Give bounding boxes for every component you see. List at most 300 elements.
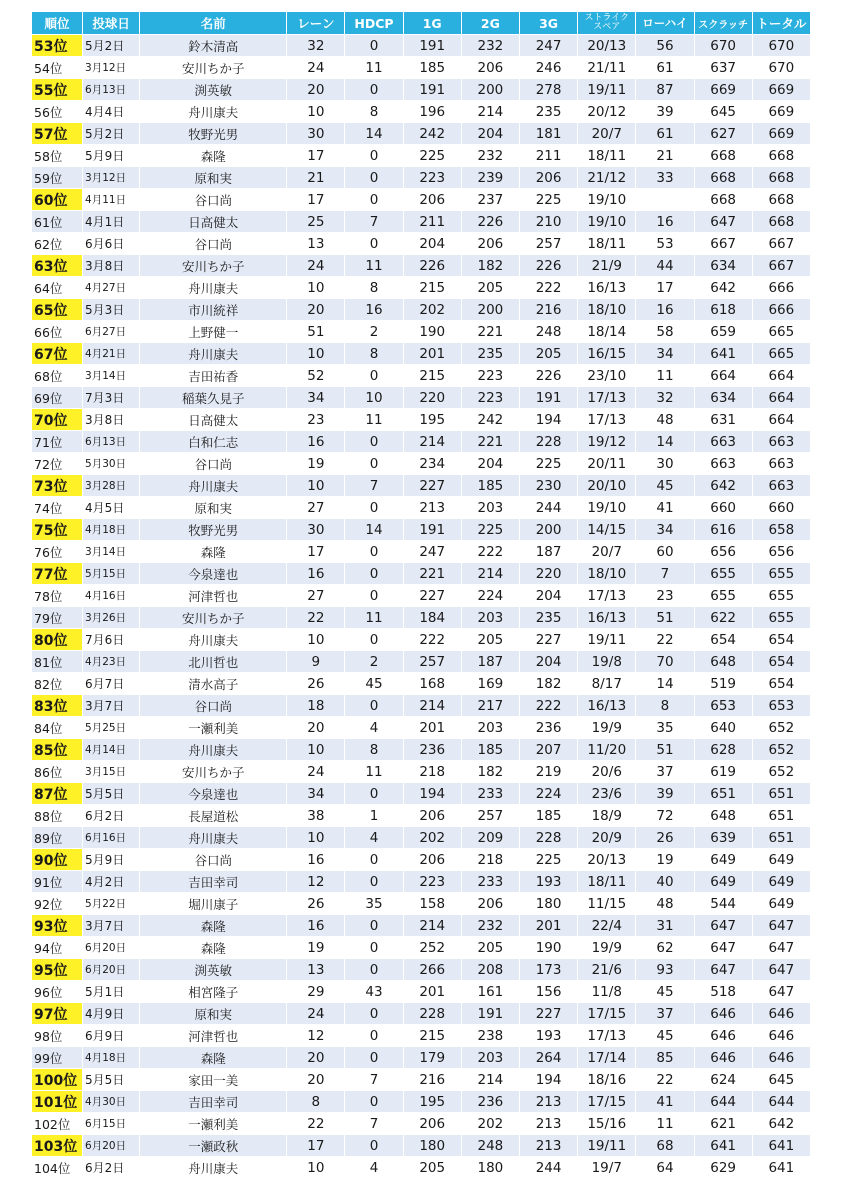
- name-cell: 舟川康夫: [140, 343, 287, 365]
- date-cell: 3月12日: [83, 167, 140, 189]
- header-low-high: ローハイ: [636, 12, 694, 35]
- table-row: [32, 79, 811, 101]
- strike-spare-cell: 19/10: [578, 211, 636, 233]
- hdcp-cell: 14: [345, 123, 403, 145]
- game1-cell: 221: [403, 563, 461, 585]
- game3-cell: 187: [519, 541, 577, 563]
- game1-cell: 196: [403, 101, 461, 123]
- table-row: [32, 651, 811, 673]
- game3-cell: 224: [519, 783, 577, 805]
- scratch-cell: 628: [694, 739, 752, 761]
- rank-cell: 77位: [32, 563, 83, 585]
- table-row: [32, 57, 811, 79]
- rank-cell: 93位: [32, 915, 83, 937]
- low-high-cell: 51: [636, 739, 694, 761]
- game3-cell: 185: [519, 805, 577, 827]
- hdcp-cell: 7: [345, 475, 403, 497]
- date-cell: 5月30日: [83, 453, 140, 475]
- rank-cell: 87位: [32, 783, 83, 805]
- rank-cell: 56位: [32, 101, 83, 123]
- game3-cell: 244: [519, 497, 577, 519]
- lane-cell: 24: [287, 255, 345, 277]
- rank-cell: 59位: [32, 167, 83, 189]
- scratch-cell: 544: [694, 893, 752, 915]
- ranking-board: [31, 11, 811, 1179]
- table-row: [32, 233, 811, 255]
- rank-cell: 55位: [32, 79, 83, 101]
- low-high-cell: 64: [636, 1157, 694, 1179]
- game3-cell: 173: [519, 959, 577, 981]
- game2-cell: 208: [461, 959, 519, 981]
- date-cell: 6月13日: [83, 79, 140, 101]
- lane-cell: 16: [287, 563, 345, 585]
- total-cell: 655: [752, 607, 810, 629]
- scratch-cell: 641: [694, 343, 752, 365]
- game1-cell: 204: [403, 233, 461, 255]
- scratch-cell: 627: [694, 123, 752, 145]
- total-cell: 641: [752, 1157, 810, 1179]
- date-cell: 4月18日: [83, 519, 140, 541]
- table-row: [32, 937, 811, 959]
- game1-cell: 202: [403, 827, 461, 849]
- lane-cell: 24: [287, 1003, 345, 1025]
- low-high-cell: [636, 189, 694, 211]
- low-high-cell: 68: [636, 1135, 694, 1157]
- hdcp-cell: 10: [345, 387, 403, 409]
- game3-cell: 216: [519, 299, 577, 321]
- game1-cell: 206: [403, 1113, 461, 1135]
- total-cell: 646: [752, 1047, 810, 1069]
- rank-cell: 68位: [32, 365, 83, 387]
- date-cell: 4月30日: [83, 1091, 140, 1113]
- lane-cell: 52: [287, 365, 345, 387]
- lane-cell: 27: [287, 585, 345, 607]
- rank-cell: 81位: [32, 651, 83, 673]
- low-high-cell: 48: [636, 893, 694, 915]
- scratch-cell: 649: [694, 871, 752, 893]
- game3-cell: 278: [519, 79, 577, 101]
- header-rank: 順位: [32, 12, 83, 35]
- game1-cell: 168: [403, 673, 461, 695]
- total-cell: 656: [752, 541, 810, 563]
- rank-cell: 73位: [32, 475, 83, 497]
- hdcp-cell: 0: [345, 79, 403, 101]
- table-row: [32, 893, 811, 915]
- table-row: [32, 1025, 811, 1047]
- game3-cell: 194: [519, 1069, 577, 1091]
- game3-cell: 222: [519, 695, 577, 717]
- rank-cell: 99位: [32, 1047, 83, 1069]
- strike-spare-cell: 20/11: [578, 453, 636, 475]
- date-cell: 3月14日: [83, 365, 140, 387]
- low-high-cell: 41: [636, 1091, 694, 1113]
- name-cell: 清水高子: [140, 673, 287, 695]
- scratch-cell: 654: [694, 629, 752, 651]
- total-cell: 666: [752, 277, 810, 299]
- game3-cell: 213: [519, 1135, 577, 1157]
- table-row: [32, 277, 811, 299]
- low-high-cell: 93: [636, 959, 694, 981]
- low-high-cell: 70: [636, 651, 694, 673]
- date-cell: 5月5日: [83, 783, 140, 805]
- total-cell: 663: [752, 431, 810, 453]
- hdcp-cell: 0: [345, 431, 403, 453]
- low-high-cell: 16: [636, 299, 694, 321]
- header-spare-label: スペア: [593, 22, 621, 32]
- game2-cell: 203: [461, 1047, 519, 1069]
- lane-cell: 20: [287, 299, 345, 321]
- hdcp-cell: 35: [345, 893, 403, 915]
- total-cell: 658: [752, 519, 810, 541]
- date-cell: 5月5日: [83, 1069, 140, 1091]
- total-cell: 667: [752, 255, 810, 277]
- game3-cell: 225: [519, 849, 577, 871]
- scratch-cell: 640: [694, 717, 752, 739]
- total-cell: 670: [752, 57, 810, 79]
- rank-cell: 91位: [32, 871, 83, 893]
- total-cell: 647: [752, 937, 810, 959]
- date-cell: 3月8日: [83, 409, 140, 431]
- table-row: [32, 1069, 811, 1091]
- name-cell: 安川ちか子: [140, 761, 287, 783]
- game1-cell: 222: [403, 629, 461, 651]
- game2-cell: 204: [461, 123, 519, 145]
- game3-cell: 194: [519, 409, 577, 431]
- scratch-cell: 629: [694, 1157, 752, 1179]
- name-cell: 安川ちか子: [140, 255, 287, 277]
- name-cell: 舟川康夫: [140, 475, 287, 497]
- date-cell: 6月7日: [83, 673, 140, 695]
- hdcp-cell: 0: [345, 871, 403, 893]
- table-row: [32, 915, 811, 937]
- scratch-cell: 647: [694, 915, 752, 937]
- rank-cell: 100位: [32, 1069, 83, 1091]
- name-cell: 谷口尚: [140, 695, 287, 717]
- game1-cell: 184: [403, 607, 461, 629]
- game3-cell: 181: [519, 123, 577, 145]
- low-high-cell: 44: [636, 255, 694, 277]
- game3-cell: 191: [519, 387, 577, 409]
- scratch-cell: 648: [694, 805, 752, 827]
- scratch-cell: 664: [694, 365, 752, 387]
- hdcp-cell: 0: [345, 783, 403, 805]
- scratch-cell: 646: [694, 1047, 752, 1069]
- lane-cell: 17: [287, 541, 345, 563]
- scratch-cell: 519: [694, 673, 752, 695]
- hdcp-cell: 43: [345, 981, 403, 1003]
- rank-cell: 88位: [32, 805, 83, 827]
- game1-cell: 185: [403, 57, 461, 79]
- total-cell: 670: [752, 35, 810, 57]
- hdcp-cell: 14: [345, 519, 403, 541]
- date-cell: 5月9日: [83, 145, 140, 167]
- game1-cell: 195: [403, 409, 461, 431]
- game2-cell: 237: [461, 189, 519, 211]
- rank-cell: 94位: [32, 937, 83, 959]
- strike-spare-cell: 16/13: [578, 607, 636, 629]
- name-cell: 吉田幸司: [140, 871, 287, 893]
- rank-cell: 89位: [32, 827, 83, 849]
- rank-cell: 71位: [32, 431, 83, 453]
- low-high-cell: 45: [636, 475, 694, 497]
- hdcp-cell: 11: [345, 761, 403, 783]
- game3-cell: 244: [519, 1157, 577, 1179]
- game2-cell: 187: [461, 651, 519, 673]
- rank-cell: 104位: [32, 1157, 83, 1179]
- strike-spare-cell: 18/11: [578, 145, 636, 167]
- total-cell: 651: [752, 783, 810, 805]
- game2-cell: 206: [461, 893, 519, 915]
- scratch-cell: 668: [694, 145, 752, 167]
- low-high-cell: 60: [636, 541, 694, 563]
- game2-cell: 205: [461, 277, 519, 299]
- low-high-cell: 16: [636, 211, 694, 233]
- game2-cell: 242: [461, 409, 519, 431]
- total-cell: 649: [752, 871, 810, 893]
- date-cell: 4月23日: [83, 651, 140, 673]
- low-high-cell: 40: [636, 871, 694, 893]
- rank-cell: 66位: [32, 321, 83, 343]
- name-cell: 河津哲也: [140, 1025, 287, 1047]
- lane-cell: 9: [287, 651, 345, 673]
- low-high-cell: 62: [636, 937, 694, 959]
- total-cell: 641: [752, 1135, 810, 1157]
- game3-cell: 228: [519, 431, 577, 453]
- lane-cell: 18: [287, 695, 345, 717]
- lane-cell: 34: [287, 387, 345, 409]
- strike-spare-cell: 18/10: [578, 299, 636, 321]
- rank-cell: 80位: [32, 629, 83, 651]
- name-cell: 日高健太: [140, 211, 287, 233]
- name-cell: 一瀬政秋: [140, 1135, 287, 1157]
- rank-cell: 63位: [32, 255, 83, 277]
- strike-spare-cell: 19/10: [578, 189, 636, 211]
- low-high-cell: 41: [636, 497, 694, 519]
- lane-cell: 16: [287, 915, 345, 937]
- strike-spare-cell: 18/11: [578, 233, 636, 255]
- rank-cell: 103位: [32, 1135, 83, 1157]
- game1-cell: 214: [403, 695, 461, 717]
- date-cell: 4月21日: [83, 343, 140, 365]
- game1-cell: 236: [403, 739, 461, 761]
- table-row: [32, 761, 811, 783]
- low-high-cell: 32: [636, 387, 694, 409]
- hdcp-cell: 0: [345, 1003, 403, 1025]
- date-cell: 5月9日: [83, 849, 140, 871]
- table-row: [32, 783, 811, 805]
- name-cell: 舟川康夫: [140, 1157, 287, 1179]
- date-cell: 7月6日: [83, 629, 140, 651]
- lane-cell: 10: [287, 1157, 345, 1179]
- strike-spare-cell: 19/9: [578, 717, 636, 739]
- table-row: [32, 497, 811, 519]
- strike-spare-cell: 20/10: [578, 475, 636, 497]
- scratch-cell: 668: [694, 167, 752, 189]
- game3-cell: 211: [519, 145, 577, 167]
- game1-cell: 223: [403, 167, 461, 189]
- lane-cell: 20: [287, 1069, 345, 1091]
- name-cell: 安川ちか子: [140, 57, 287, 79]
- table-row: [32, 321, 811, 343]
- rank-cell: 72位: [32, 453, 83, 475]
- hdcp-cell: 16: [345, 299, 403, 321]
- game3-cell: 264: [519, 1047, 577, 1069]
- hdcp-cell: 0: [345, 453, 403, 475]
- header-name: 名前: [140, 12, 287, 35]
- strike-spare-cell: 23/6: [578, 783, 636, 805]
- hdcp-cell: 7: [345, 211, 403, 233]
- low-high-cell: 31: [636, 915, 694, 937]
- hdcp-cell: 0: [345, 167, 403, 189]
- rank-cell: 83位: [32, 695, 83, 717]
- scratch-cell: 647: [694, 937, 752, 959]
- game1-cell: 227: [403, 585, 461, 607]
- lane-cell: 10: [287, 739, 345, 761]
- game3-cell: 219: [519, 761, 577, 783]
- strike-spare-cell: 17/13: [578, 409, 636, 431]
- table-row: [32, 717, 811, 739]
- game1-cell: 215: [403, 277, 461, 299]
- low-high-cell: 85: [636, 1047, 694, 1069]
- date-cell: 3月7日: [83, 695, 140, 717]
- low-high-cell: 14: [636, 431, 694, 453]
- hdcp-cell: 0: [345, 695, 403, 717]
- strike-spare-cell: 23/10: [578, 365, 636, 387]
- lane-cell: 26: [287, 893, 345, 915]
- game3-cell: 235: [519, 607, 577, 629]
- rank-cell: 54位: [32, 57, 83, 79]
- game3-cell: 156: [519, 981, 577, 1003]
- lane-cell: 22: [287, 607, 345, 629]
- game3-cell: 225: [519, 189, 577, 211]
- total-cell: 645: [752, 1069, 810, 1091]
- game3-cell: 222: [519, 277, 577, 299]
- lane-cell: 38: [287, 805, 345, 827]
- strike-spare-cell: 20/7: [578, 123, 636, 145]
- strike-spare-cell: 11/8: [578, 981, 636, 1003]
- date-cell: 5月1日: [83, 981, 140, 1003]
- table-row: [32, 585, 811, 607]
- rank-cell: 98位: [32, 1025, 83, 1047]
- table-row: [32, 189, 811, 211]
- low-high-cell: 26: [636, 827, 694, 849]
- date-cell: 6月20日: [83, 937, 140, 959]
- name-cell: 原和実: [140, 497, 287, 519]
- game3-cell: 204: [519, 651, 577, 673]
- game2-cell: 218: [461, 849, 519, 871]
- scratch-cell: 621: [694, 1113, 752, 1135]
- name-cell: 舟川康夫: [140, 739, 287, 761]
- lane-cell: 25: [287, 211, 345, 233]
- date-cell: 5月15日: [83, 563, 140, 585]
- hdcp-cell: 0: [345, 585, 403, 607]
- strike-spare-cell: 19/9: [578, 937, 636, 959]
- rank-cell: 78位: [32, 585, 83, 607]
- lane-cell: 19: [287, 937, 345, 959]
- rank-cell: 57位: [32, 123, 83, 145]
- scratch-cell: 653: [694, 695, 752, 717]
- rank-cell: 58位: [32, 145, 83, 167]
- scratch-cell: 618: [694, 299, 752, 321]
- game2-cell: 191: [461, 1003, 519, 1025]
- name-cell: 渕英敏: [140, 959, 287, 981]
- total-cell: 651: [752, 827, 810, 849]
- total-cell: 668: [752, 145, 810, 167]
- game2-cell: 214: [461, 1069, 519, 1091]
- rank-cell: 86位: [32, 761, 83, 783]
- low-high-cell: 8: [636, 695, 694, 717]
- strike-spare-cell: 19/12: [578, 431, 636, 453]
- name-cell: 相宮隆子: [140, 981, 287, 1003]
- total-cell: 655: [752, 563, 810, 585]
- name-cell: 森隆: [140, 1047, 287, 1069]
- scratch-cell: 663: [694, 453, 752, 475]
- low-high-cell: 30: [636, 453, 694, 475]
- game3-cell: 206: [519, 167, 577, 189]
- low-high-cell: 45: [636, 1025, 694, 1047]
- game3-cell: 248: [519, 321, 577, 343]
- low-high-cell: 11: [636, 1113, 694, 1135]
- name-cell: 稲葉久見子: [140, 387, 287, 409]
- strike-spare-cell: 16/13: [578, 695, 636, 717]
- hdcp-cell: 7: [345, 1113, 403, 1135]
- rank-cell: 65位: [32, 299, 83, 321]
- name-cell: 舟川康夫: [140, 101, 287, 123]
- name-cell: 白和仁志: [140, 431, 287, 453]
- lane-cell: 10: [287, 101, 345, 123]
- lane-cell: 22: [287, 1113, 345, 1135]
- game3-cell: 230: [519, 475, 577, 497]
- header-scratch: スクラッチ: [694, 12, 752, 35]
- scratch-cell: 622: [694, 607, 752, 629]
- scratch-cell: 659: [694, 321, 752, 343]
- header-game2: 2G: [461, 12, 519, 35]
- rank-cell: 92位: [32, 893, 83, 915]
- total-cell: 653: [752, 695, 810, 717]
- total-cell: 655: [752, 585, 810, 607]
- date-cell: 5月22日: [83, 893, 140, 915]
- lane-cell: 17: [287, 1135, 345, 1157]
- total-cell: 652: [752, 717, 810, 739]
- strike-spare-cell: 11/20: [578, 739, 636, 761]
- name-cell: 鈴木清高: [140, 35, 287, 57]
- game2-cell: 233: [461, 783, 519, 805]
- low-high-cell: 87: [636, 79, 694, 101]
- date-cell: 3月8日: [83, 255, 140, 277]
- game1-cell: 228: [403, 1003, 461, 1025]
- table-row: [32, 409, 811, 431]
- game1-cell: 211: [403, 211, 461, 233]
- game1-cell: 225: [403, 145, 461, 167]
- low-high-cell: 11: [636, 365, 694, 387]
- hdcp-cell: 11: [345, 255, 403, 277]
- hdcp-cell: 11: [345, 57, 403, 79]
- game1-cell: 191: [403, 35, 461, 57]
- scratch-cell: 634: [694, 387, 752, 409]
- game2-cell: 232: [461, 915, 519, 937]
- strike-spare-cell: 21/9: [578, 255, 636, 277]
- table-row: [32, 35, 811, 57]
- game1-cell: 214: [403, 915, 461, 937]
- game3-cell: 210: [519, 211, 577, 233]
- date-cell: 4月5日: [83, 497, 140, 519]
- game1-cell: 195: [403, 1091, 461, 1113]
- date-cell: 4月4日: [83, 101, 140, 123]
- game3-cell: 227: [519, 629, 577, 651]
- scratch-cell: 646: [694, 1025, 752, 1047]
- header-total: トータル: [752, 12, 810, 35]
- hdcp-cell: 0: [345, 189, 403, 211]
